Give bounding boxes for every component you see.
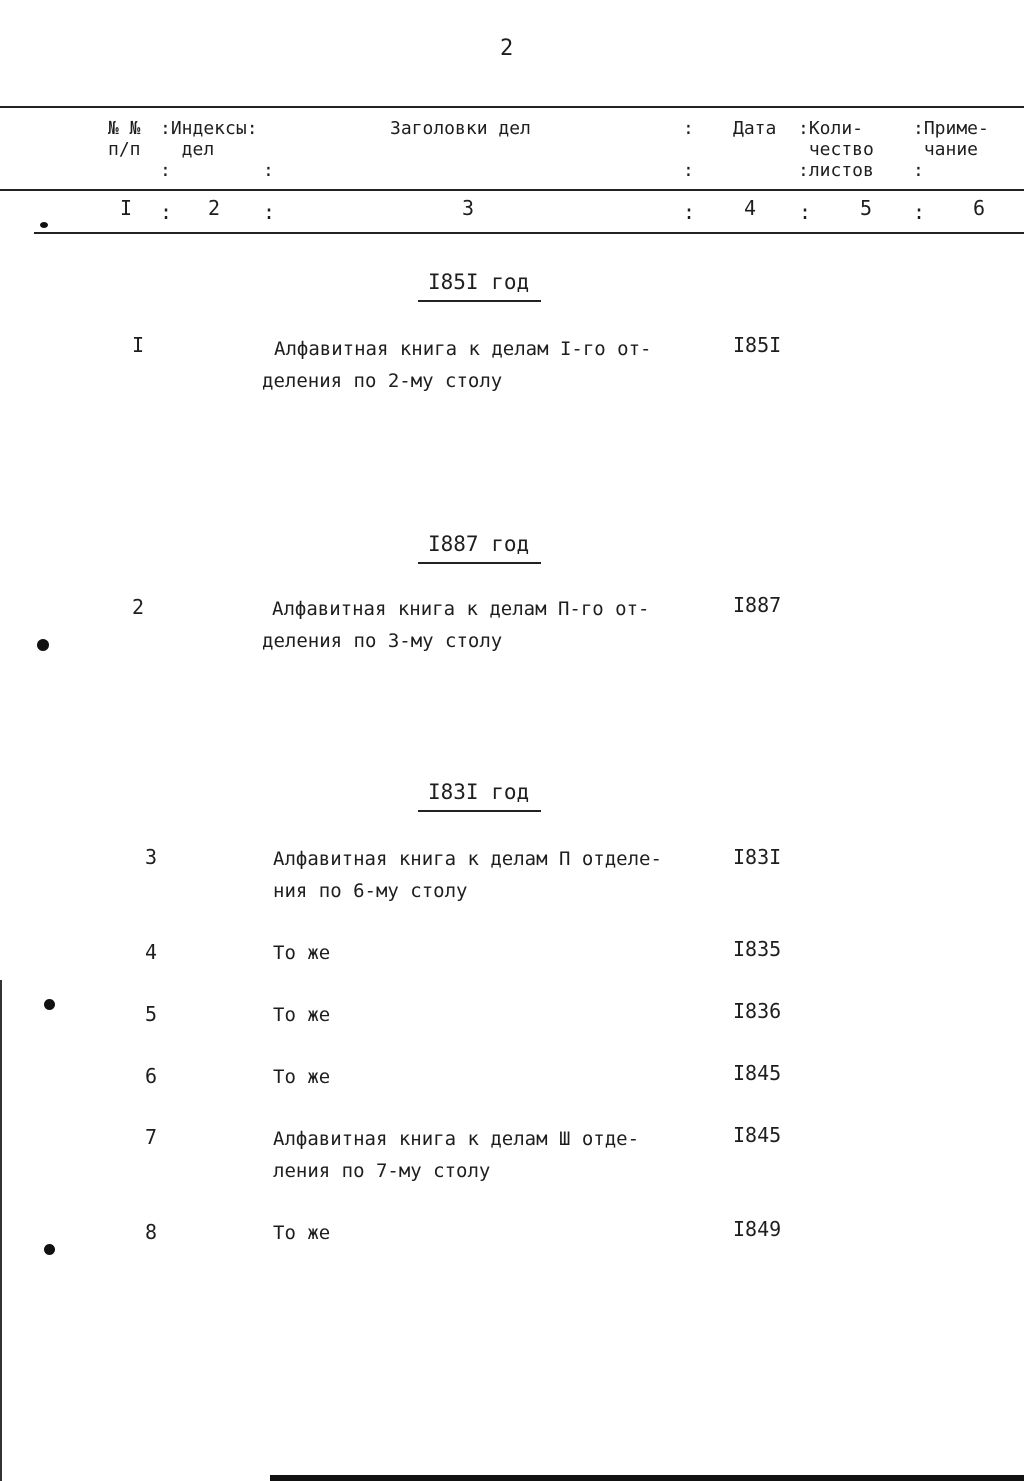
row-title-line: деления по 2-му столу — [262, 370, 503, 392]
header-separator: : — [913, 160, 924, 181]
year-heading-underline — [418, 810, 541, 812]
row-title-line: Алфавитная книга к делам Ш отде- — [273, 1128, 640, 1150]
year-heading — [428, 532, 529, 556]
year-heading — [428, 270, 529, 294]
row-date: I845 — [733, 1061, 782, 1085]
header-col-notes: :Приме- чание — [913, 118, 989, 160]
hole-punch-mark — [40, 222, 48, 228]
row-number: 7 — [145, 1125, 158, 1149]
year-heading-text: I83I год — [428, 780, 530, 804]
row-title — [262, 333, 722, 397]
header-separator: : — [263, 160, 274, 181]
row-title: То же — [273, 1066, 331, 1088]
header-col-sheets: :Коли- чество :листов — [798, 118, 874, 181]
hole-punch-mark — [44, 1244, 55, 1255]
column-separator: : — [160, 200, 173, 224]
row-title-line: Алфавитная книга к делам П-го от- — [272, 598, 650, 620]
column-number-6: 6 — [973, 196, 986, 220]
row-title-line: Алфавитная книга к делам П отделе- — [273, 848, 662, 870]
year-heading-underline — [418, 300, 541, 302]
column-number-5: 5 — [860, 196, 873, 220]
column-number-4: 4 — [744, 196, 757, 220]
header-separator: : — [160, 160, 171, 181]
row-number: 8 — [145, 1220, 158, 1244]
table-top-rule — [0, 106, 1024, 108]
scan-left-edge — [0, 980, 2, 1481]
row-date: I85I — [733, 333, 782, 357]
page-number: 2 — [500, 36, 514, 61]
row-title — [273, 1123, 733, 1187]
year-heading-underline — [418, 562, 541, 564]
row-title-line: деления по 3-му столу — [262, 630, 503, 652]
header-col-index: :Индексы: дел — [160, 118, 258, 160]
column-number-2: 2 — [208, 196, 221, 220]
row-date: I845 — [733, 1123, 782, 1147]
table-header-bottom-rule — [34, 232, 1024, 234]
row-date: I887 — [733, 593, 782, 617]
row-title-line: ния по 6-му столу — [273, 880, 468, 902]
row-title — [262, 593, 722, 657]
row-title: То же — [273, 942, 331, 964]
row-title-line: ления по 7-му столу — [273, 1160, 491, 1182]
row-title: То же — [273, 1222, 331, 1244]
row-number: 4 — [145, 940, 158, 964]
hole-punch-mark — [44, 999, 55, 1010]
row-date: I849 — [733, 1217, 782, 1241]
column-separator: : — [913, 200, 926, 224]
hole-punch-mark — [37, 639, 49, 651]
header-separator: : — [683, 118, 694, 139]
row-number: 5 — [145, 1002, 158, 1026]
year-heading-text: I887 год — [428, 532, 530, 556]
column-separator: : — [263, 200, 276, 224]
row-number: 2 — [132, 595, 145, 619]
column-separator: : — [799, 200, 812, 224]
year-heading — [428, 780, 529, 804]
header-divider-rule — [0, 189, 1024, 191]
column-number-3: 3 — [462, 196, 475, 220]
row-number: 3 — [145, 845, 158, 869]
header-col-date: Дата — [733, 118, 777, 139]
header-separator: : — [683, 160, 694, 181]
row-date: I836 — [733, 999, 782, 1023]
row-date: I83I — [733, 845, 782, 869]
row-date: I835 — [733, 937, 782, 961]
row-title — [273, 843, 733, 907]
column-number-1: I — [120, 196, 133, 220]
column-separator: : — [683, 200, 696, 224]
row-title-line: Алфавитная книга к делам I-го от- — [274, 338, 652, 360]
row-number: I — [132, 333, 145, 357]
row-title: То же — [273, 1004, 331, 1026]
year-heading-text: I85I год — [428, 270, 530, 294]
header-col-title: Заголовки дел — [390, 118, 531, 139]
row-number: 6 — [145, 1064, 158, 1088]
header-col-number: № № п/п — [108, 118, 141, 160]
scan-bottom-edge — [270, 1475, 1024, 1481]
